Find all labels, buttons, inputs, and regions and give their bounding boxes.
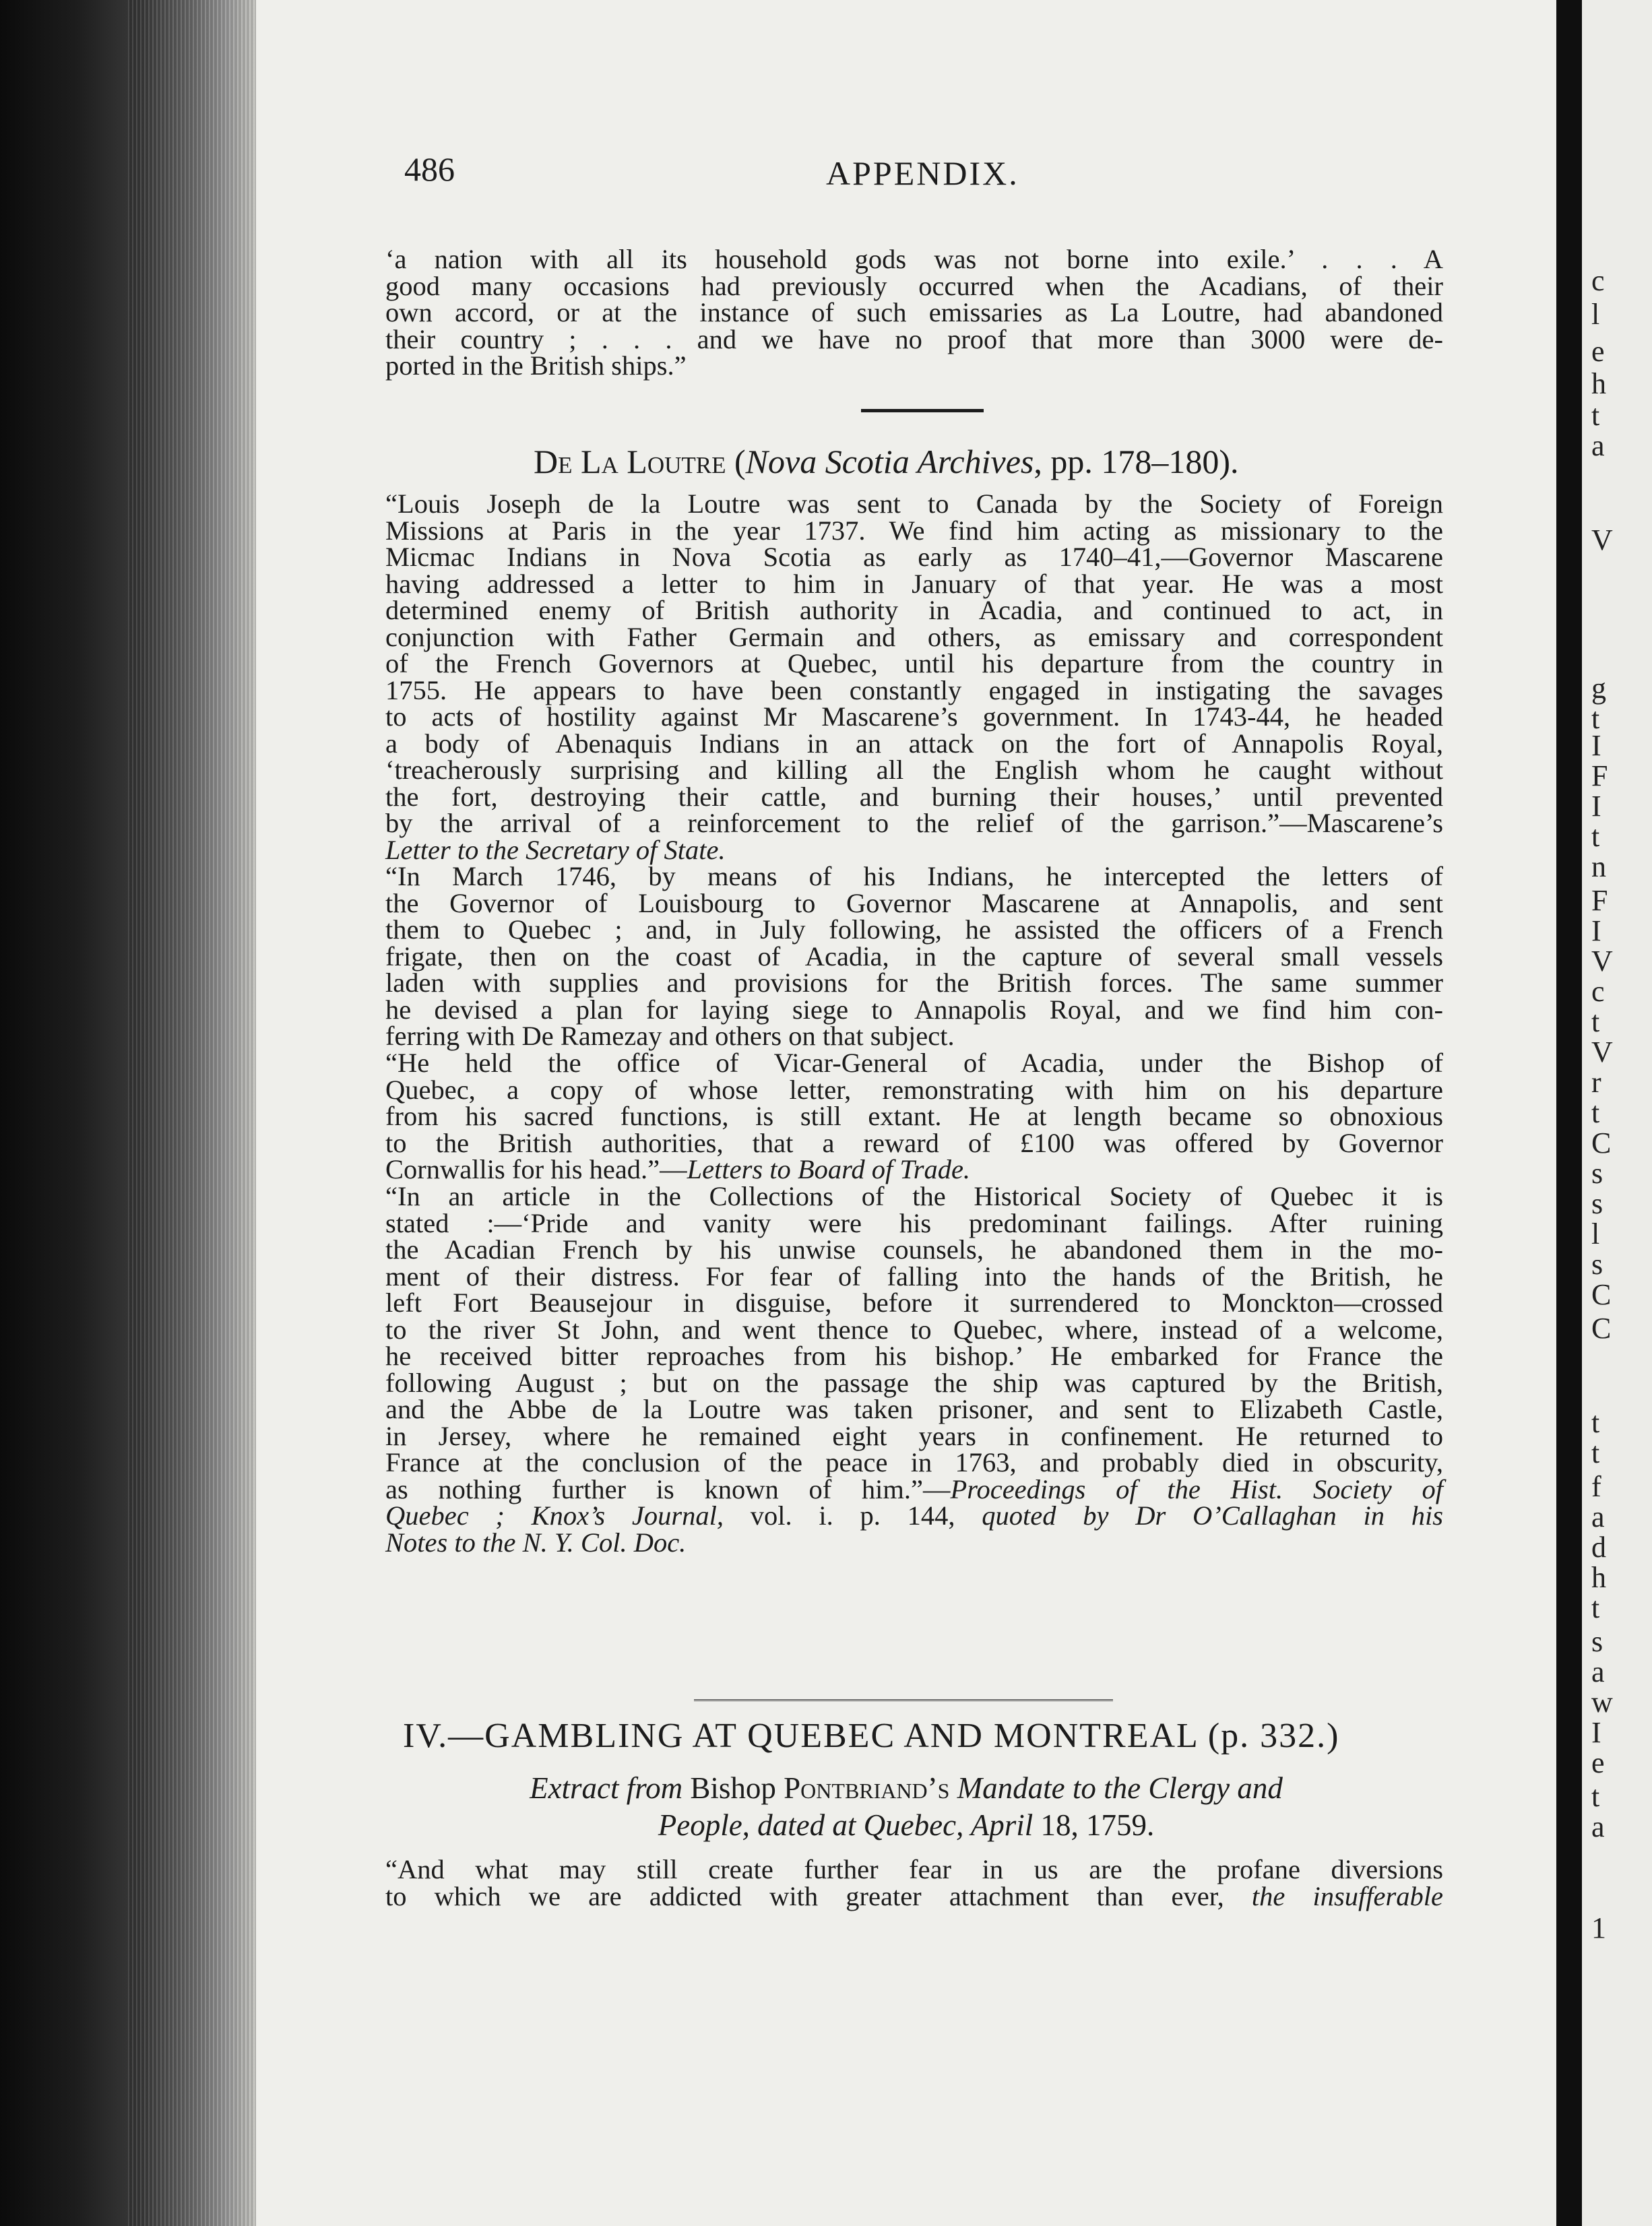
facing-page-fragment: s — [1591, 1157, 1603, 1190]
text-fragment: as nothing further is known of him.”— — [385, 1473, 951, 1504]
facing-page-fragment: s — [1591, 1248, 1603, 1281]
facing-page-fragment: h — [1591, 1561, 1606, 1594]
text-line: having addressed a letter to him in January of that year. He was a most — [385, 568, 1443, 599]
facing-page-fragment: I — [1591, 914, 1601, 947]
page-number: 486 — [404, 150, 455, 188]
loutre-paragraph-3 — [385, 1050, 1443, 1183]
facing-page-fragment: a — [1591, 1500, 1605, 1533]
text-line: he devised a plan for laying siege to Annapolis Royal, and we find him con- — [385, 994, 1443, 1025]
text-line: and the Abbe de la Loutre was taken prisoner, and sent to Elizabeth Castle, — [385, 1394, 1443, 1424]
citation: Letter to the Secretary of State. — [385, 834, 726, 865]
text-fragment: to which we are addicted with greater attachment than ever, — [385, 1880, 1252, 1911]
facing-page-fragment: a — [1591, 1655, 1605, 1688]
text-line: he received bitter reproaches from his bishop.’ He embarked for France the — [385, 1341, 1443, 1371]
text-line: ferring with De Ramezay and others on that subject. — [385, 1021, 955, 1051]
facing-page-fragment: c — [1591, 264, 1605, 297]
facing-page-fragment: t — [1591, 1780, 1600, 1813]
subheading-part: Extract from — [530, 1771, 683, 1805]
text-line: stated :—‘Pride and vanity were his predominant failings. After ruining — [385, 1207, 1443, 1238]
text-line: “In an article in the Collections of the Historical Society of Quebec it is — [385, 1181, 1443, 1211]
text-line: to acts of hostility against Mr Mascarene’s government. In 1743-44, he headed — [385, 701, 1443, 732]
facing-page-fragment: C — [1591, 1312, 1612, 1345]
facing-page-fragment: a — [1591, 429, 1605, 462]
citation-line — [385, 1502, 1443, 1529]
gambling-paragraph — [385, 1856, 1443, 1909]
book-gutter — [1556, 0, 1582, 2226]
citation-line — [385, 1529, 1443, 1556]
facing-page-fragment: d — [1591, 1531, 1606, 1564]
facing-page-fragment: l — [1591, 298, 1600, 331]
text-line: “He held the office of Vicar-General of Acadia, under the Bishop of — [385, 1048, 1443, 1078]
running-head: APPENDIX. — [826, 154, 1019, 192]
text-line: by the arrival of a reinforcement to the relief of the garrison.”—Mascarene’s — [385, 808, 1443, 838]
heading-main: IV.—GAMBLING AT QUEBEC AND MONTREAL — [403, 1717, 1198, 1755]
citation: Letters to Board of Trade. — [687, 1154, 971, 1184]
facing-page-fragment: e — [1591, 335, 1605, 368]
subheading-part: People, dated at Quebec, April — [658, 1808, 1034, 1842]
text-line: frigate, then on the coast of Acadia, in the capture of several small vessels — [385, 941, 1443, 972]
citation-line — [385, 834, 1443, 865]
text-fragment: vol. i. p. 144, — [724, 1500, 982, 1531]
facing-page-fragment: I — [1591, 1716, 1601, 1749]
text-line: from his sacred functions, is still extant. He at length became so obnoxious — [385, 1101, 1443, 1131]
facing-page-fragment: s — [1591, 1187, 1603, 1220]
facing-page-fragment: 1 — [1591, 1911, 1606, 1944]
facing-page-fragment: c — [1591, 975, 1605, 1008]
section-heading-de-la-loutre — [534, 442, 1239, 481]
heading-source: Nova Scotia Archives — [745, 443, 1034, 480]
facing-page-fragment: V — [1591, 523, 1613, 556]
text-line: 1755. He appears to have been constantly engaged in instigating the savages — [385, 674, 1443, 705]
text-line: to the river St John, and went thence to Quebec, where, instead of a welcome, — [385, 1314, 1443, 1345]
page-edge-lines — [128, 0, 256, 2226]
facing-page-fragment: F — [1591, 759, 1608, 792]
text-line: their country ; . . . and we have no proof that more than 3000 were de- — [385, 323, 1443, 354]
subheading-part: Bishop — [682, 1771, 784, 1805]
facing-page-fragment: e — [1591, 1746, 1605, 1779]
facing-page-fragment: f — [1591, 1470, 1601, 1503]
citation: Quebec ; Knox’s Journal, — [385, 1500, 724, 1531]
text-line: “In March 1746, by means of his Indians, he intercepted the letters of — [385, 861, 1443, 891]
section-heading-gambling — [403, 1716, 1340, 1756]
section-rule — [861, 409, 984, 412]
facing-page-fragment: I — [1591, 790, 1601, 823]
text-line: “And what may still create further fear in us are the profane diversions — [385, 1854, 1443, 1884]
heading-main: De La Loutre — [534, 443, 726, 480]
text-fragment: Cornwallis for his head.”— — [385, 1154, 687, 1184]
continuation-paragraph — [385, 246, 1443, 379]
facing-page-fragment: t — [1591, 1406, 1600, 1439]
facing-page-fragment: C — [1591, 1126, 1612, 1159]
facing-page-fragment: s — [1591, 1625, 1603, 1658]
facing-page-fragment: t — [1591, 702, 1600, 735]
citation: quoted by Dr O’Callaghan in his — [982, 1500, 1444, 1531]
text-line: laden with supplies and provisions for the British forces. The same summer — [385, 967, 1443, 998]
text-line: in Jersey, where he remained eight years in confinement. He returned to — [385, 1420, 1443, 1451]
heading-ref: (p. 332.) — [1197, 1717, 1340, 1755]
text-line: conjunction with Father Germain and others, as emissary and correspondent — [385, 621, 1443, 652]
facing-page-fragment: I — [1591, 729, 1601, 762]
citation: Proceedings of the Hist. Society of — [950, 1473, 1443, 1504]
subheading-part: Pontbriand’s — [784, 1771, 950, 1805]
facing-page-fragment: t — [1591, 820, 1600, 853]
facing-page-fragment: g — [1591, 672, 1606, 705]
subheading-part: Mandate to the Clergy and — [949, 1771, 1283, 1805]
text-line: Missions at Paris in the year 1737. We find him acting as missionary to the — [385, 515, 1443, 546]
facing-page-fragment: n — [1591, 850, 1606, 883]
text-line: ‘treacherously surprising and killing all the English whom he caught without — [385, 755, 1443, 785]
facing-page-fragment: t — [1591, 1096, 1600, 1129]
subheading-part: 18, 1759. — [1033, 1808, 1155, 1842]
text-line: determined enemy of British authority in Acadia, and continued to act, in — [385, 595, 1443, 625]
text-line: ported in the British ships.” — [385, 350, 687, 381]
text-line: Quebec, a copy of whose letter, remonstrating with him on his departure — [385, 1074, 1443, 1105]
facing-page-fragment: F — [1591, 884, 1608, 917]
facing-page-fragment: r — [1591, 1066, 1601, 1099]
text-line: ment of their distress. For fear of falling into the hands of the British, he — [385, 1261, 1443, 1292]
facing-page-fragment: w — [1591, 1686, 1613, 1719]
text-line: the Acadian French by his unwise counsels, he abandoned them in the mo- — [385, 1234, 1443, 1265]
facing-page-fragment: l — [1591, 1217, 1600, 1250]
citation-line — [385, 1156, 1443, 1183]
text-line: own accord, or at the instance of such emissaries as La Loutre, had abandoned — [385, 297, 1443, 327]
text-line: good many occasions had previously occurred when the Acadians, of their — [385, 270, 1443, 301]
text-line: left Fort Beausejour in disguise, before it surrendered to Monckton—crossed — [385, 1287, 1443, 1318]
facing-page-fragment: V — [1591, 1036, 1613, 1069]
facing-page-fragment: t — [1591, 1591, 1600, 1624]
citation: Notes to the N. Y. Col. Doc. — [385, 1527, 687, 1558]
text-line: following August ; but on the passage the ship was captured by the British, — [385, 1367, 1443, 1398]
extract-subheading — [431, 1770, 1381, 1844]
text-line: the fort, destroying their cattle, and burning their houses,’ until prevented — [385, 781, 1443, 812]
text-line — [385, 1880, 1443, 1911]
facing-page-edge — [1582, 0, 1652, 2226]
facing-page-fragment: a — [1591, 1810, 1605, 1843]
heading-paren: ( — [726, 443, 746, 480]
text-line: a body of Abenaquis Indians in an attack on the fort of Annapolis Royal, — [385, 728, 1443, 759]
text-line: to the British authorities, that a reward of £100 was offered by Governor — [385, 1127, 1443, 1158]
text-line: France at the conclusion of the peace in 1763, and probably died in obscurity, — [385, 1447, 1443, 1477]
text-line: the Governor of Louisbourg to Governor Mascarene at Annapolis, and sent — [385, 887, 1443, 918]
heading-pages: , pp. 178–180). — [1034, 443, 1239, 480]
loutre-paragraph-4 — [385, 1183, 1443, 1556]
text-line: of the French Governors at Quebec, until his departure from the country in — [385, 648, 1443, 678]
text-fragment: the insufferable — [1251, 1880, 1443, 1911]
facing-page-fragment: t — [1591, 1005, 1600, 1038]
loutre-paragraph-2 — [385, 863, 1443, 1050]
facing-page-fragment: h — [1591, 367, 1606, 400]
text-line: them to Quebec ; and, in July following, he assisted the officers of a French — [385, 914, 1443, 945]
text-line: Micmac Indians in Nova Scotia as early as 1740–41,—Governor Mascarene — [385, 542, 1443, 572]
loutre-paragraph-1 — [385, 490, 1443, 863]
section-divider — [694, 1699, 1113, 1701]
text-line: “Louis Joseph de la Loutre was sent to Canada by the Society of Foreign — [385, 488, 1443, 519]
citation-line — [385, 1473, 1443, 1504]
facing-page-fragment: t — [1591, 399, 1600, 432]
text-line: ‘a nation with all its household gods was not borne into exile.’ . . . A — [385, 244, 1443, 274]
facing-page-fragment: V — [1591, 945, 1613, 978]
facing-page-fragment: t — [1591, 1436, 1600, 1469]
facing-page-fragment: C — [1591, 1278, 1612, 1311]
